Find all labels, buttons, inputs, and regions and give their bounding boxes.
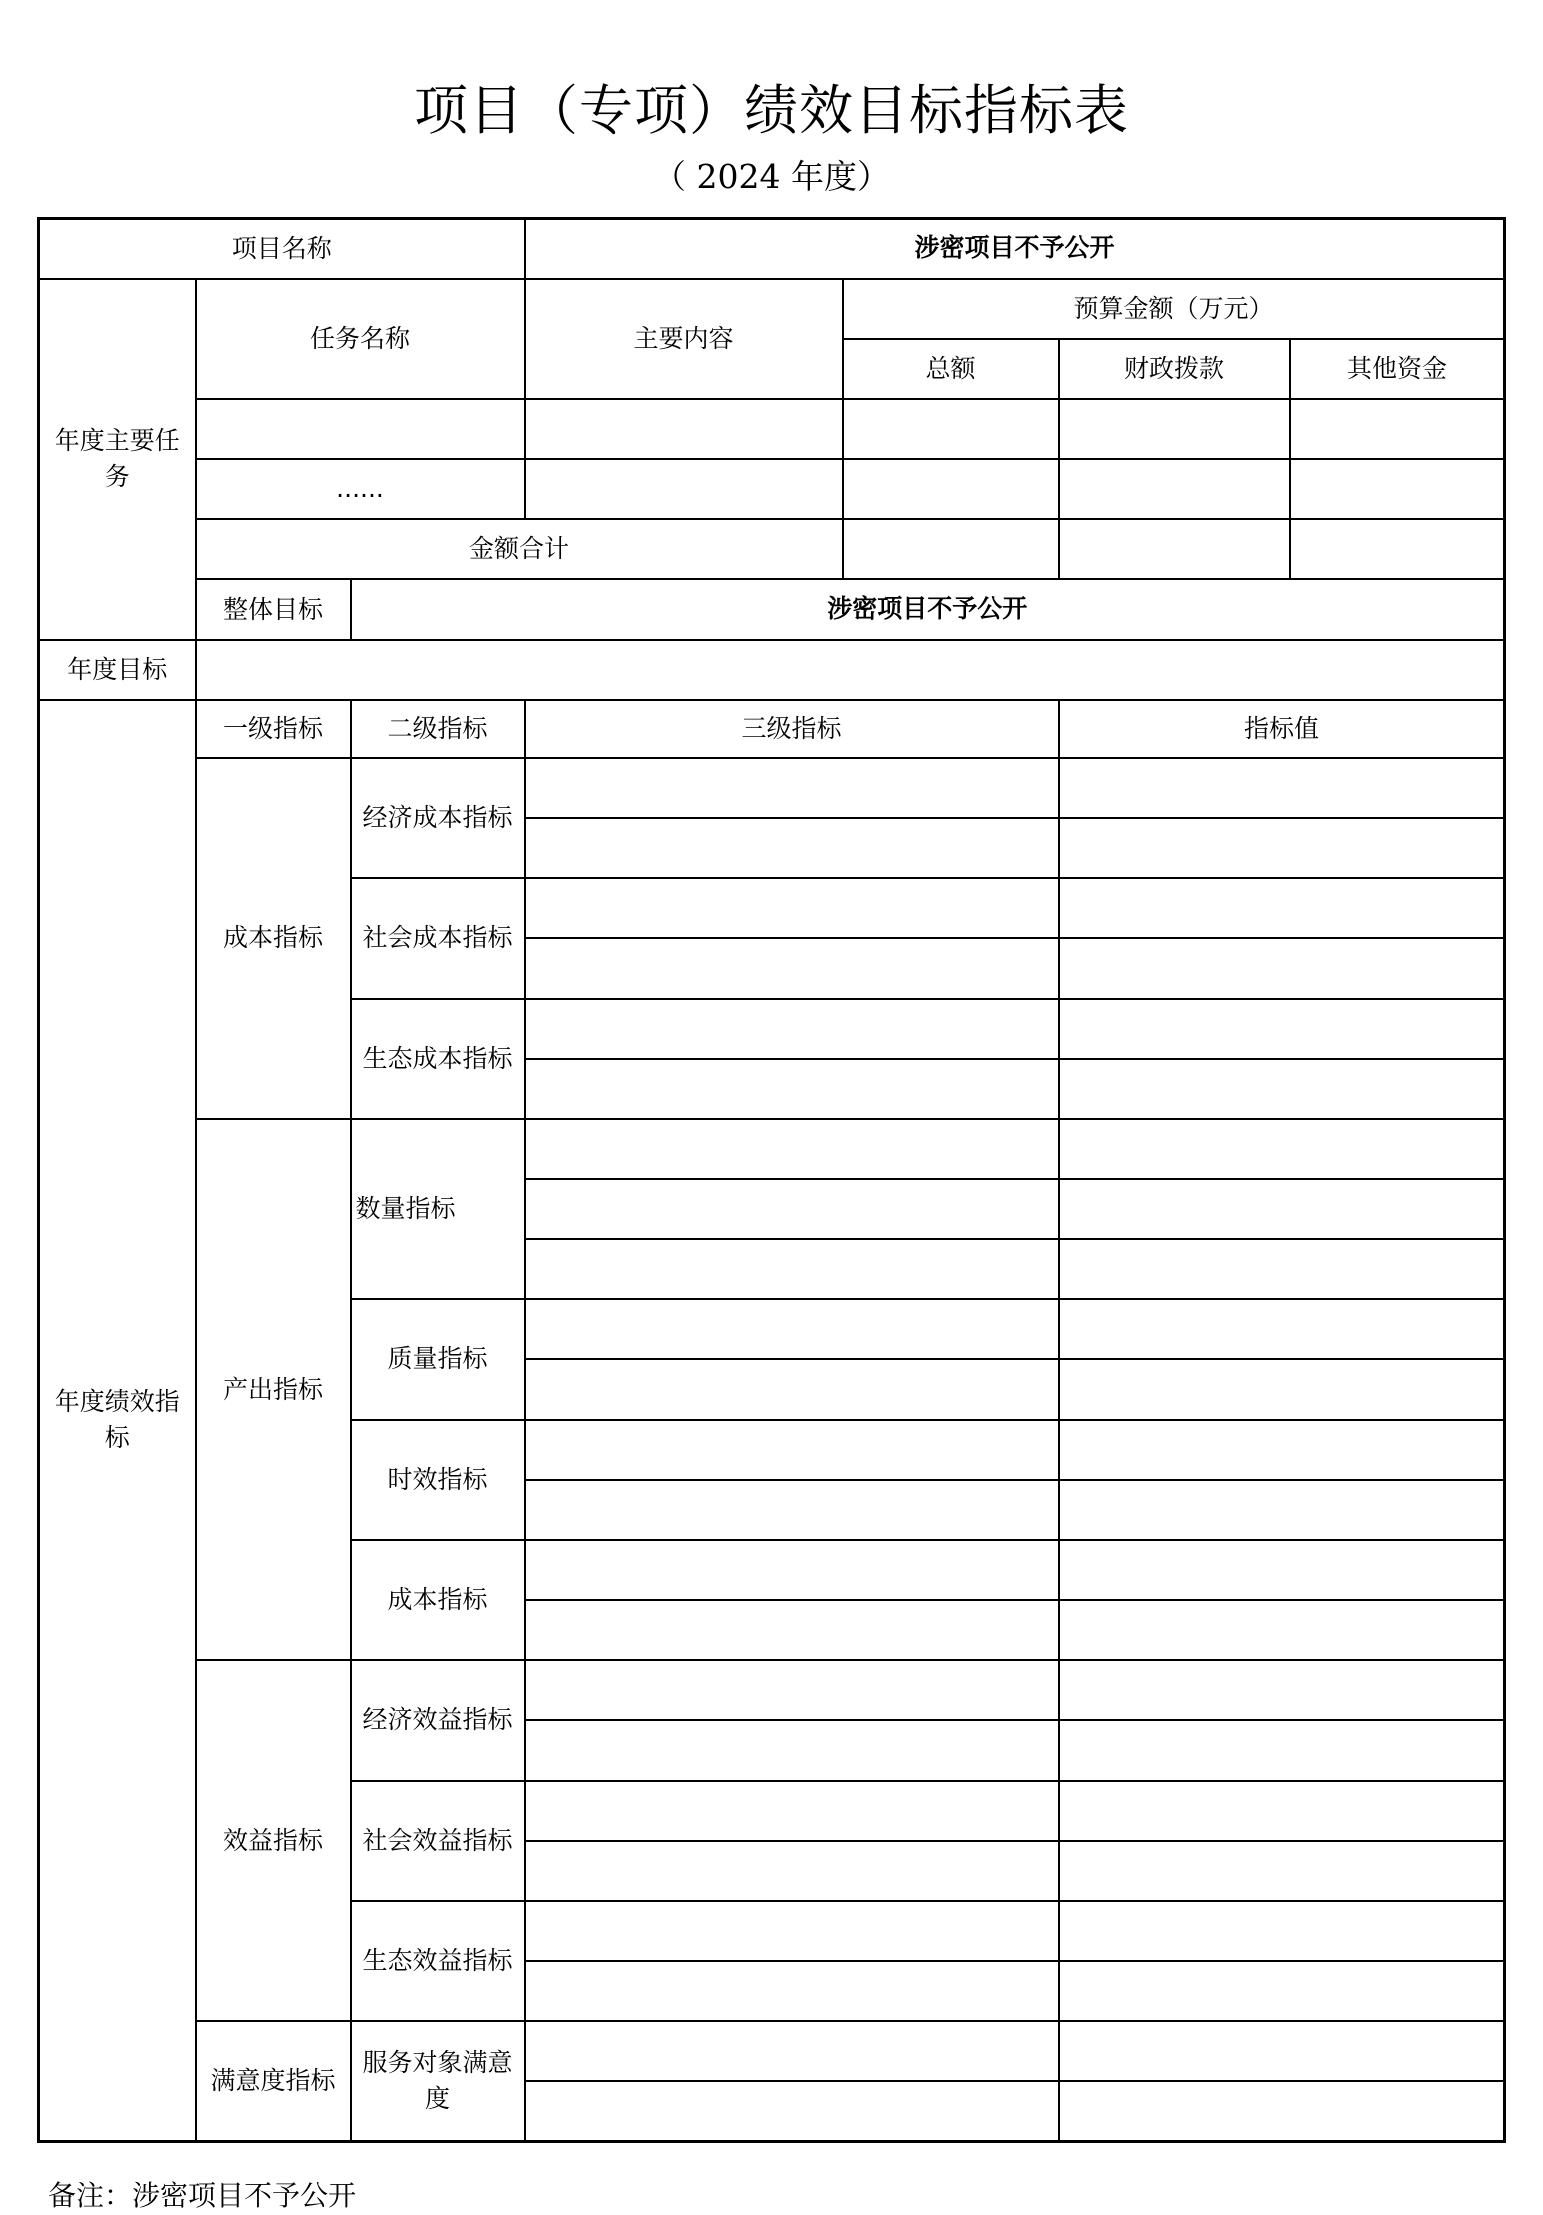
- value-cell: [1059, 1660, 1505, 1720]
- indicators-label: 年度绩效指标: [39, 700, 196, 2142]
- indicator-value-header: 指标值: [1059, 700, 1505, 758]
- value-cell: [1059, 1179, 1505, 1239]
- project-name-value: 涉密项目不予公开: [525, 219, 1505, 279]
- level3-cell: [525, 1660, 1059, 1720]
- value-cell: [1059, 818, 1505, 878]
- task-content-cell: [525, 459, 843, 519]
- sum-fiscal-cell: [1059, 519, 1290, 579]
- sum-other-cell: [1290, 519, 1505, 579]
- sum-row: [39, 519, 1505, 579]
- annual-tasks-label: 年度主要任务: [39, 279, 196, 640]
- overall-goal-value: 涉密项目不予公开: [351, 579, 1505, 639]
- value-cell: [1059, 1600, 1505, 1660]
- level3-cell: [525, 1720, 1059, 1780]
- social-benefit-indicator: 社会效益指标: [351, 1781, 525, 1901]
- value-cell: [1059, 1359, 1505, 1419]
- task-total-cell: [843, 399, 1059, 459]
- value-cell: [1059, 999, 1505, 1059]
- indicator-row: [39, 1660, 1505, 1720]
- indicator-row: [39, 758, 1505, 818]
- value-cell: [1059, 1299, 1505, 1359]
- level3-header: 三级指标: [525, 700, 1059, 758]
- performance-target-table: [37, 217, 1506, 2143]
- level3-cell: [525, 758, 1059, 818]
- indicator-row: [39, 2021, 1505, 2081]
- other-funds-header: 其他资金: [1290, 339, 1505, 399]
- indicator-row: [39, 1119, 1505, 1179]
- level3-cell: [525, 1540, 1059, 1600]
- task-row: [39, 459, 1505, 519]
- eco-cost-indicator: 生态成本指标: [351, 999, 525, 1119]
- level1-header: 一级指标: [196, 700, 351, 758]
- economic-benefit-indicator: 经济效益指标: [351, 1660, 525, 1780]
- total-header: 总额: [843, 339, 1059, 399]
- value-cell: [1059, 1720, 1505, 1780]
- main-content-header: 主要内容: [525, 279, 843, 399]
- budget-header: 预算金额（万元）: [843, 279, 1505, 339]
- output-cost-indicator: 成本指标: [351, 1540, 525, 1660]
- level3-cell: [525, 1600, 1059, 1660]
- task-fiscal-cell: [1059, 399, 1290, 459]
- level3-cell: [525, 999, 1059, 1059]
- value-cell: [1059, 1841, 1505, 1901]
- output-indicator: 产出指标: [196, 1119, 351, 1660]
- task-other-cell: [1290, 399, 1505, 459]
- overall-goal-label: 整体目标: [196, 579, 351, 639]
- value-cell: [1059, 758, 1505, 818]
- level3-cell: [525, 878, 1059, 938]
- year-subtitle: （ 2024 年度）: [653, 157, 890, 196]
- level3-cell: [525, 1841, 1059, 1901]
- level3-cell: [525, 1359, 1059, 1419]
- annual-goal-row: [39, 640, 1505, 700]
- quantity-indicator: 数量指标: [351, 1119, 525, 1299]
- social-cost-indicator: 社会成本指标: [351, 878, 525, 998]
- page-title: 项目（专项）绩效目标指标表: [414, 79, 1129, 142]
- task-fiscal-cell: [1059, 459, 1290, 519]
- task-ellipsis: ......: [196, 459, 525, 519]
- service-satisfaction-indicator: 服务对象满意度: [351, 2021, 525, 2141]
- eco-benefit-indicator: 生态效益指标: [351, 1901, 525, 2021]
- amount-sum-label: 金额合计: [196, 519, 843, 579]
- level3-cell: [525, 1901, 1059, 1961]
- level2-header: 二级指标: [351, 700, 525, 758]
- economic-cost-indicator: 经济成本指标: [351, 758, 525, 878]
- value-cell: [1059, 938, 1505, 998]
- level3-cell: [525, 818, 1059, 878]
- value-cell: [1059, 1059, 1505, 1119]
- task-row: [39, 399, 1505, 459]
- value-cell: [1059, 2021, 1505, 2081]
- value-cell: [1059, 1901, 1505, 1961]
- level3-cell: [525, 1781, 1059, 1841]
- indicator-header-row: [39, 700, 1505, 758]
- value-cell: [1059, 1420, 1505, 1480]
- value-cell: [1059, 1239, 1505, 1299]
- value-cell: [1059, 1119, 1505, 1179]
- fiscal-header: 财政拨款: [1059, 339, 1290, 399]
- level3-cell: [525, 1059, 1059, 1119]
- project-name-label: 项目名称: [39, 219, 525, 279]
- level3-cell: [525, 1961, 1059, 2021]
- cost-indicator: 成本指标: [196, 758, 351, 1119]
- value-cell: [1059, 1961, 1505, 2021]
- level3-cell: [525, 1420, 1059, 1480]
- task-name-header: 任务名称: [196, 279, 525, 399]
- task-total-cell: [843, 459, 1059, 519]
- benefit-indicator: 效益指标: [196, 1660, 351, 2021]
- footnote: 备注：涉密项目不予公开: [48, 2179, 357, 2212]
- annual-goal-value: [196, 640, 1505, 700]
- value-cell: [1059, 1480, 1505, 1540]
- level3-cell: [525, 1299, 1059, 1359]
- value-cell: [1059, 1781, 1505, 1841]
- satisfaction-indicator: 满意度指标: [196, 2021, 351, 2141]
- timeliness-indicator: 时效指标: [351, 1420, 525, 1540]
- level3-cell: [525, 1119, 1059, 1179]
- task-header-row: [39, 279, 1505, 339]
- level3-cell: [525, 1179, 1059, 1239]
- task-other-cell: [1290, 459, 1505, 519]
- task-content-cell: [525, 399, 843, 459]
- task-name-cell: [196, 399, 525, 459]
- value-cell: [1059, 1540, 1505, 1600]
- level3-cell: [525, 938, 1059, 998]
- level3-cell: [525, 1480, 1059, 1540]
- project-name-row: [39, 219, 1505, 279]
- level3-cell: [525, 1239, 1059, 1299]
- sum-total-cell: [843, 519, 1059, 579]
- level3-cell: [525, 2021, 1059, 2081]
- overall-goal-row: [39, 579, 1505, 639]
- level3-cell: [525, 2081, 1059, 2141]
- annual-goal-label: 年度目标: [39, 640, 196, 700]
- quality-indicator: 质量指标: [351, 1299, 525, 1419]
- value-cell: [1059, 2081, 1505, 2141]
- value-cell: [1059, 878, 1505, 938]
